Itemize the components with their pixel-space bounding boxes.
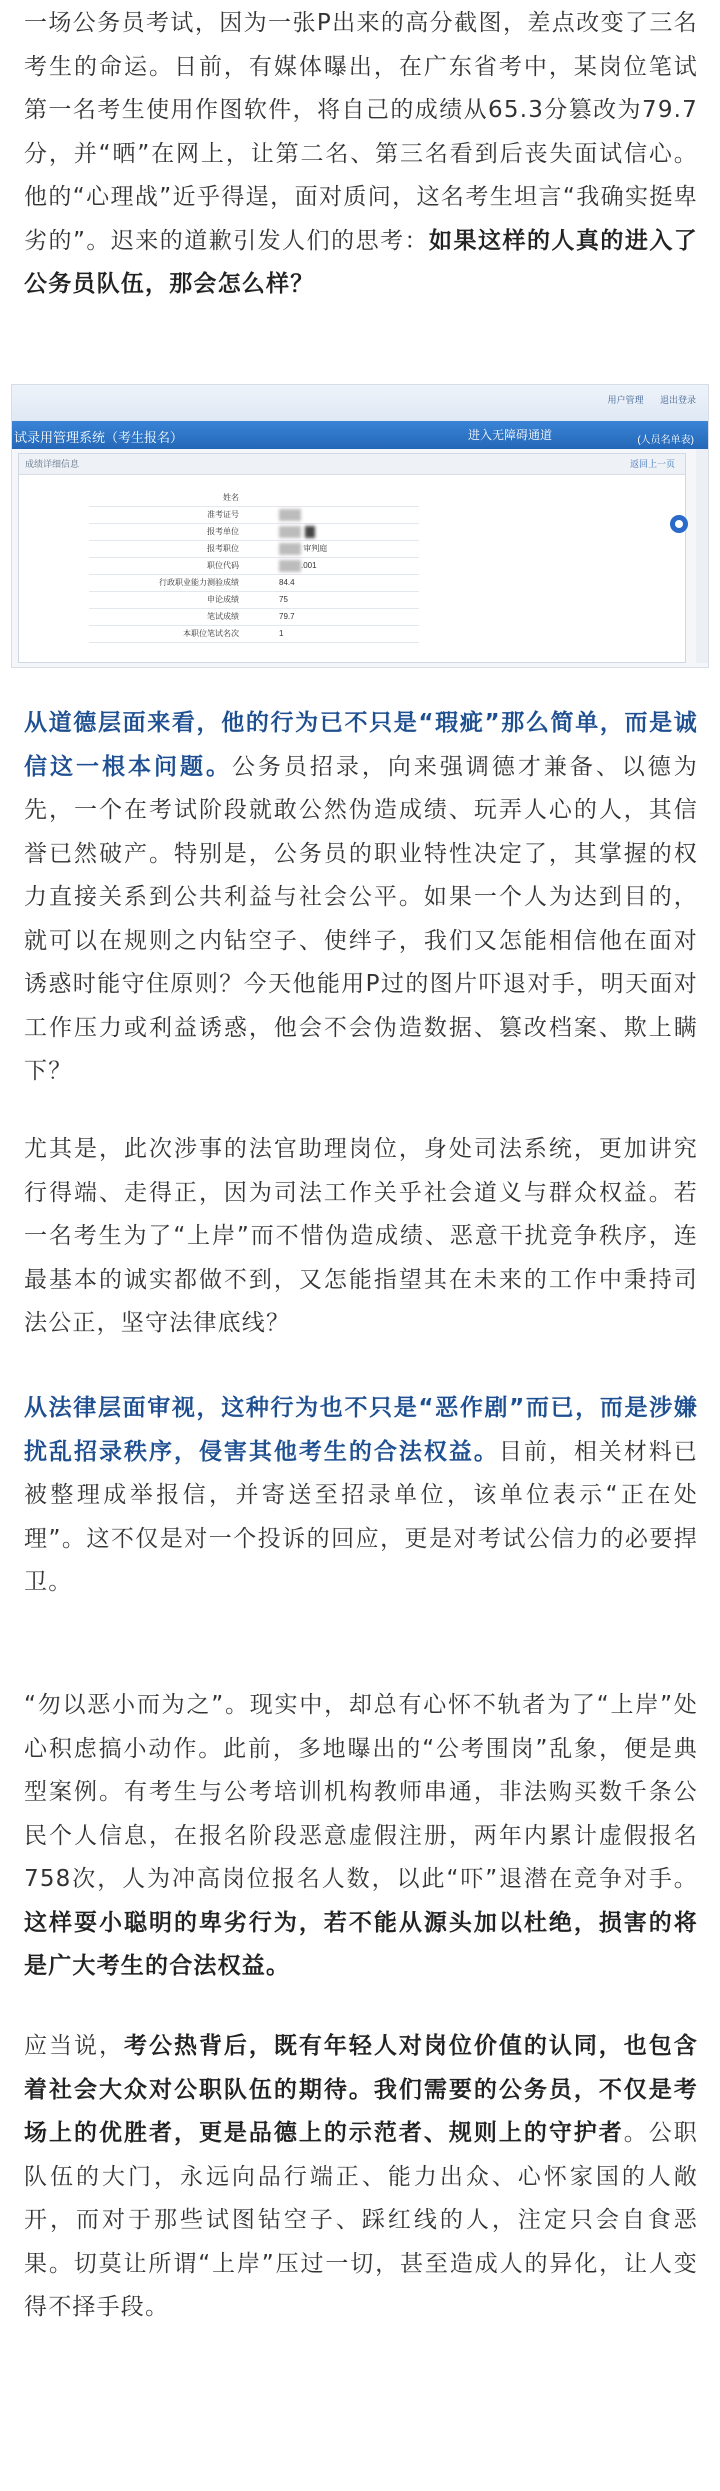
table-row: 职位代码 .001 bbox=[89, 558, 419, 575]
screenshot-scrollbar bbox=[696, 449, 708, 663]
intro-question: 如果这样的人真的进入了公务员队伍，那会怎么样？ bbox=[24, 227, 698, 297]
table-row: 本职位笔试名次 1 bbox=[89, 626, 419, 643]
paragraph-legal bbox=[0, 1387, 720, 1605]
moral-text: 公务员招录，向来强调德才兼备、以德为先，一个在考试阶段就敢公然伪造成绩、玩弄人心的人，其信誉已然破产。特别是，公务员的职业特性决定了，其掌握的权力直接关系到公共利益与社会公平。如果一个人为达到目的，就可以在规则之内钻空子、使绊子，我们又怎能相信他在面对诱惑时能守住原则？今天他能用P过的图片吓退对手，明天面对工作压力或利益诱惑，他会不会伪造数据、篡改档案、欺上瞒下？ bbox=[24, 753, 698, 1084]
paragraph-conclusion bbox=[0, 2025, 720, 2330]
redacted-block bbox=[305, 526, 315, 538]
screenshot-panel-header bbox=[19, 454, 685, 475]
score-table bbox=[89, 490, 419, 643]
user-manage-link: 用户管理 bbox=[607, 395, 644, 405]
screenshot-topbar bbox=[12, 385, 708, 421]
screenshot-system-title: 试录用管理系统（考生报名） bbox=[14, 430, 184, 445]
redacted-block bbox=[279, 543, 301, 555]
screenshot-user-links bbox=[593, 393, 696, 406]
conclusion-bold: 考公热背后，既有年轻人对岗位价值的认同，也包含着社会大众对公职队伍的期待。我们需要的公务员，不仅是考场上的优胜者，更是品德上的示范者、规则上的守护者 bbox=[24, 2033, 698, 2146]
conclusion-pre: 应当说， bbox=[24, 2033, 124, 2059]
floating-circle-icon bbox=[670, 515, 688, 533]
paragraph-intro bbox=[0, 2, 720, 307]
redacted-block bbox=[279, 509, 301, 521]
intro-text: 一场公务员考试，因为一张P出来的高分截图，差点改变了三名考生的命运。日前，有媒体曝出，在广东省考中，某岗位笔试第一名考生使用作图软件，将自己的成绩从65.3分篡改为79.7分，并“晒”在网上，让第二名、第三名看到后丧失面试信心。他的“心理战”近乎得逞，面对质问，这名考生坦言“我确实挺卑劣的”。迟来的道歉引发人们的思考： bbox=[24, 10, 698, 254]
screenshot-list-link: (人员名单表) bbox=[637, 435, 694, 446]
table-row: 准考证号 bbox=[89, 507, 419, 524]
screenshot-score-panel bbox=[18, 453, 686, 663]
table-row: 姓名 bbox=[89, 490, 419, 507]
conclusion-text: 。公职队伍的大门，永远向品行端正、能力出众、心怀家国的人敞开，而对于那些试图钻空子、踩红线的人，注定只会自食恶果。切莫让所谓“上岸”压过一切，甚至造成人的异化，让人变得不择手段。 bbox=[24, 2120, 698, 2320]
legal-text: 目前，相关材料已被整理成举报信，并寄送至招录单位，该单位表示“正在处理”。这不仅是对一个投诉的回应，更是对考试公信力的必要捍卫。 bbox=[24, 1438, 698, 1595]
paragraph-moral bbox=[0, 702, 720, 1094]
table-row: 行政职业能力测验成绩 84.4 bbox=[89, 575, 419, 592]
screenshot-accessibility-tab: 进入无障碍通道 bbox=[468, 428, 553, 442]
redacted-block bbox=[279, 560, 301, 572]
embedded-score-screenshot bbox=[11, 384, 709, 668]
paragraph-examples bbox=[0, 1684, 720, 1989]
examples-bold: 这样耍小聪明的卑劣行为，若不能从源头加以杜绝，损害的将是广大考生的合法权益。 bbox=[24, 1909, 698, 1979]
table-row: 笔试成绩 79.7 bbox=[89, 609, 419, 626]
legal-lead: 从法律层面审视，这种行为也不只是“恶作剧”而已，而是涉嫌扰乱招录秩序，侵害其他考生的合法权益。 bbox=[24, 1395, 698, 1465]
table-row: 报考单位 bbox=[89, 524, 419, 541]
redacted-block bbox=[279, 526, 301, 538]
judicial-text: 尤其是，此次涉事的法官助理岗位，身处司法系统，更加讲究行得端、走得正，因为司法工作关乎社会道义与群众权益。若一名考生为了“上岸”而不惜伪造成绩、恶意干扰竞争秩序，连最基本的诚实都做不到，又怎能指望其在未来的工作中秉持司法公正，坚守法律底线？ bbox=[24, 1136, 698, 1336]
table-row: 报考职位 审判庭 bbox=[89, 541, 419, 558]
table-row: 申论成绩 75 bbox=[89, 592, 419, 609]
paragraph-judicial bbox=[0, 1128, 720, 1346]
back-link: 返回上一页 bbox=[629, 459, 675, 469]
logout-link: 退出登录 bbox=[659, 395, 696, 405]
panel-title: 成绩详细信息 bbox=[25, 459, 80, 469]
moral-lead: 从道德层面来看，他的行为已不只是“瑕疵”那么简单，而是诚信这一根本问题。 bbox=[24, 710, 698, 780]
examples-text: “勿以恶小而为之”。现实中，却总有心怀不轨者为了“上岸”处心积虑搞小动作。此前，多地曝出的“公考围岗”乱象，便是典型案例。有考生与公考培训机构教师串通，非法购买数千条公民个人信息，在报名阶段恶意虚假注册，两年内累计虚假报名758次，人为冲高岗位报名人数，以此“吓”退潜在竞争对手。 bbox=[24, 1692, 698, 1892]
